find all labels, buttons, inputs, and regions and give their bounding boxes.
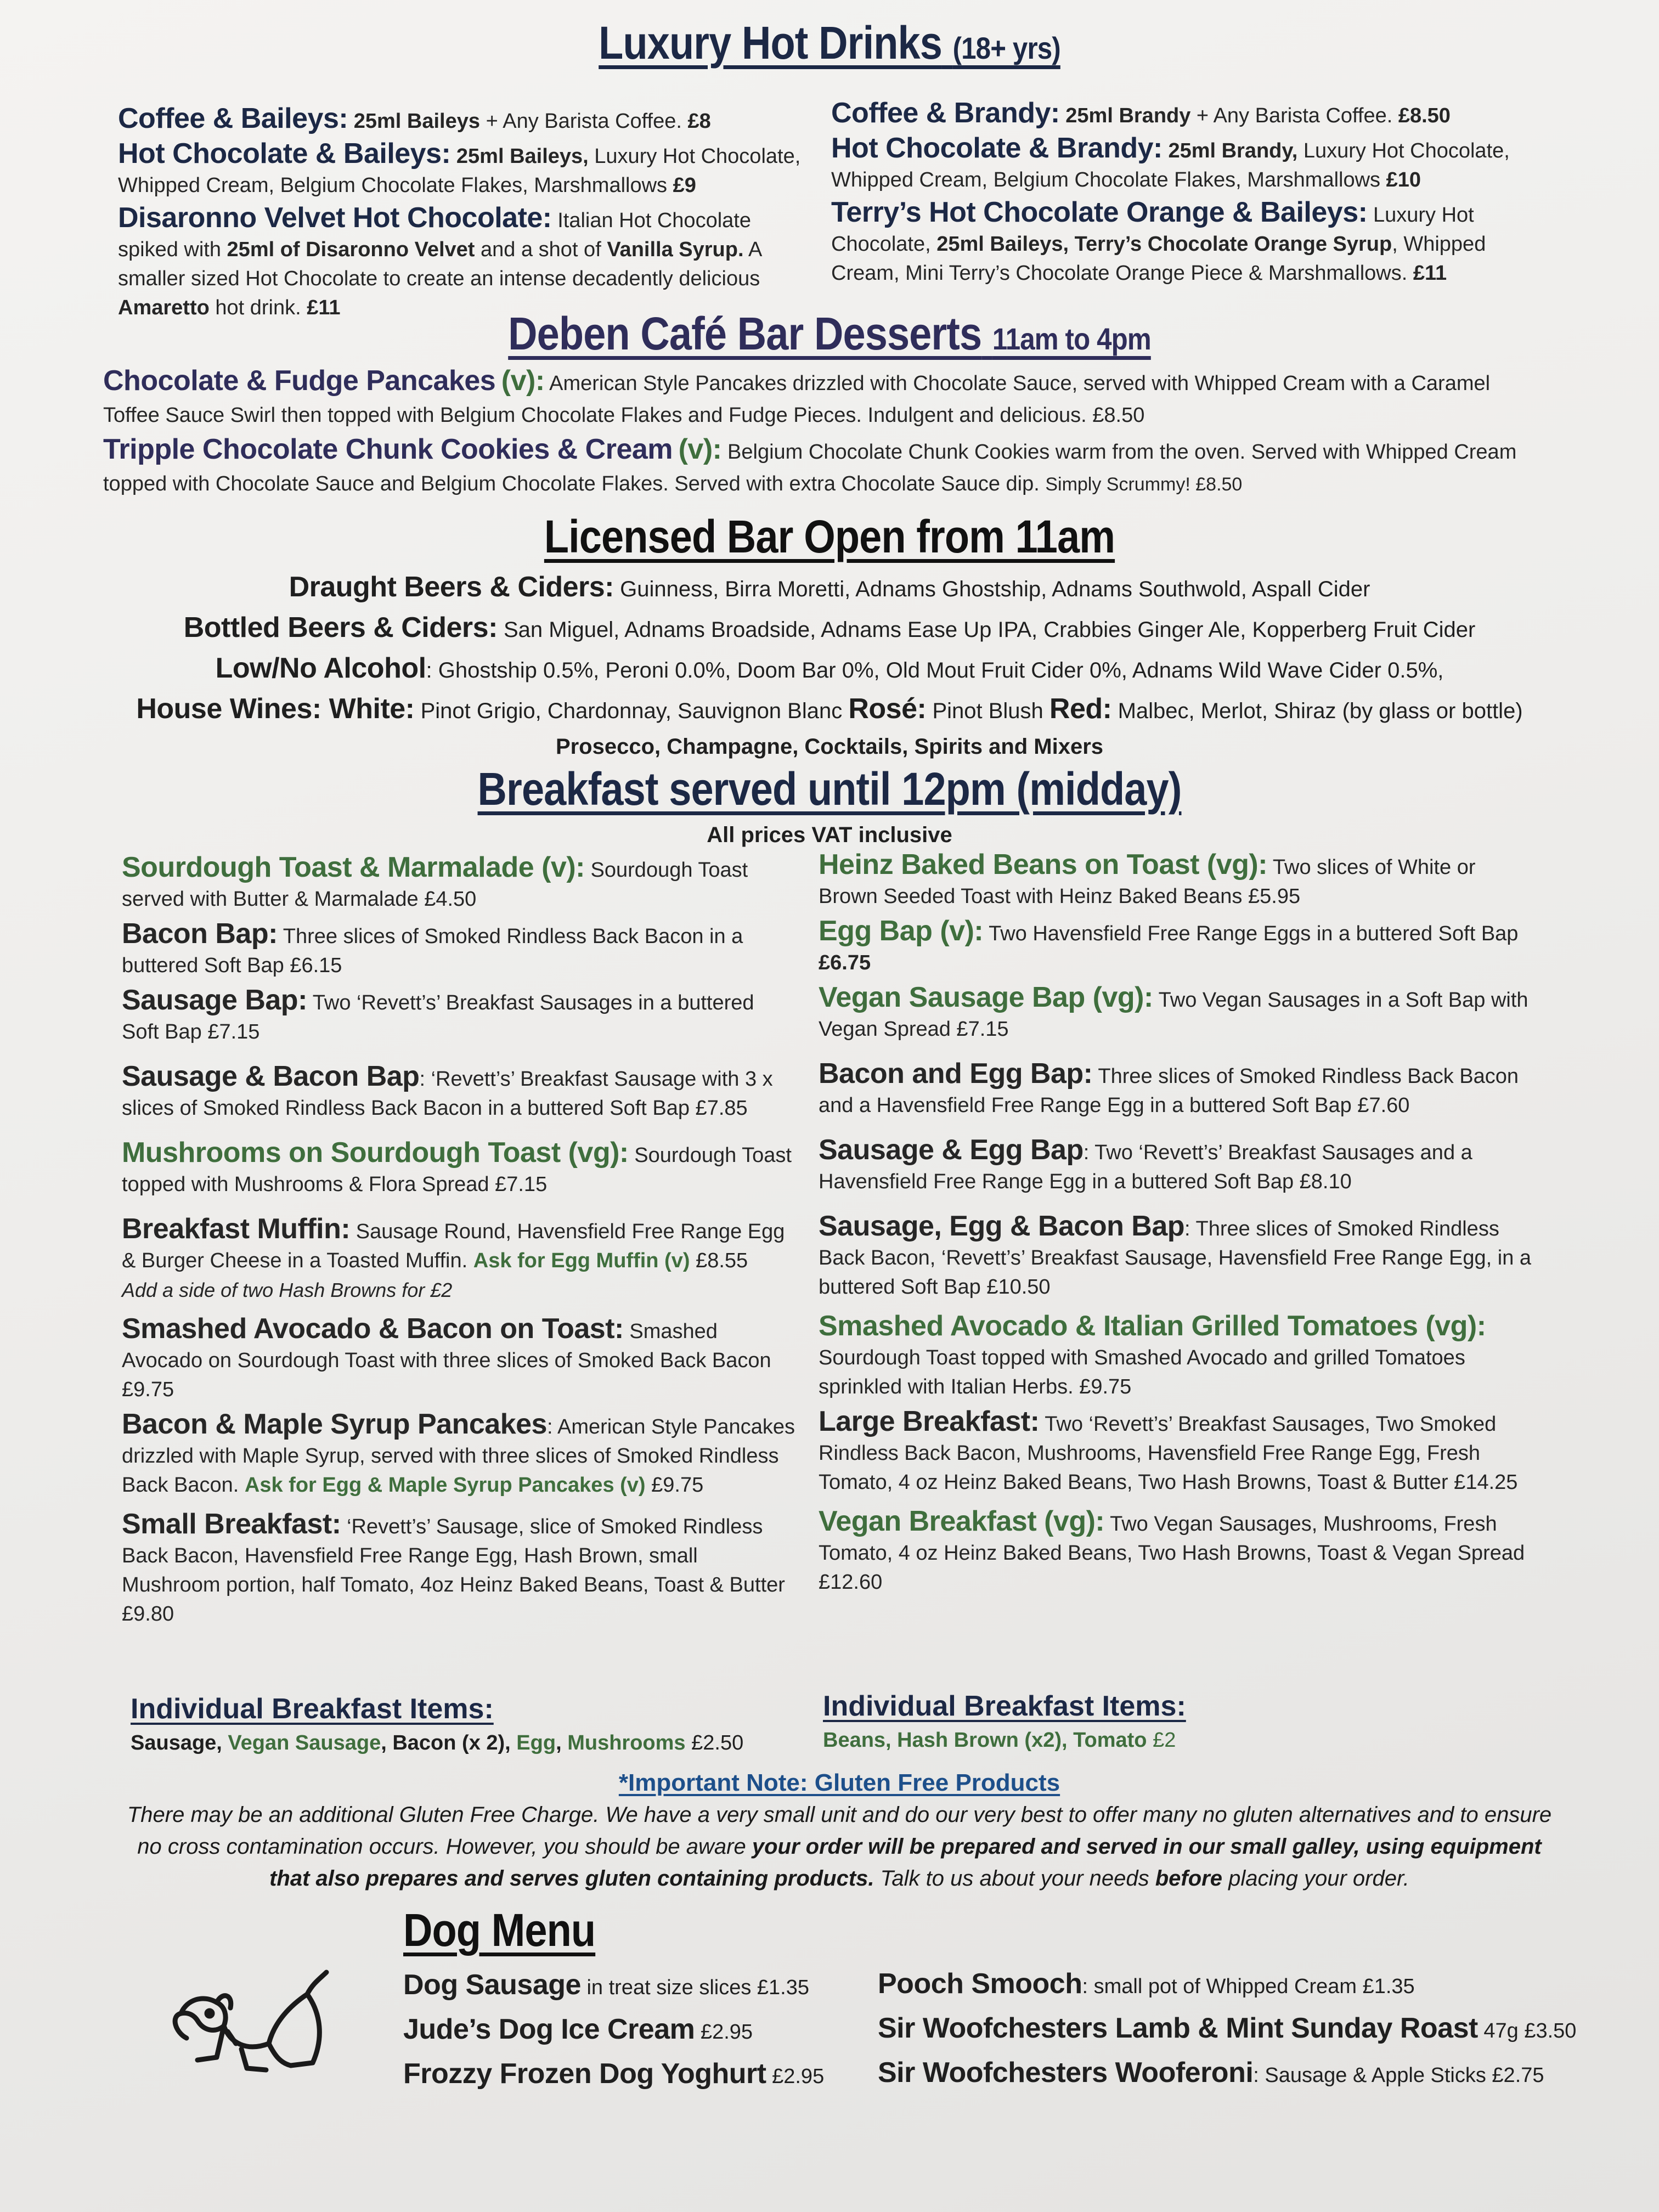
item-desc: Luxury Hot Chocolate, Whipped Cream, Belgium Chocolate Flakes, Marshmallows (118, 145, 801, 197)
item-desc: Two ‘Revett’s’ Breakfast Sausages, Two Smoked Rindless Back Bacon, Mushrooms, Havensfield Free Range Egg, Fresh Tomato, 4 oz Heinz Baked Beans, Two Hash Browns, Toast & Butter £14.25 (819, 1413, 1518, 1494)
item-option: Ask for Egg Muffin (v) (473, 1249, 690, 1272)
item-desc: Sourdough Toast topped with Smashed Avocado and grilled Tomatoes sprinkled with Italian Herbs. £9.75 (819, 1346, 1465, 1398)
bar-line-wines (0, 690, 1659, 730)
item-desc: : small pot of Whipped Cream £1.35 (1082, 1975, 1415, 1998)
desserts-heading (0, 307, 1659, 360)
bar-text: Malbec, Merlot, Shiraz (by glass or bottle) (1111, 699, 1523, 723)
hot-drinks-subtitle: (18+ yrs) (952, 31, 1060, 65)
menu-item (819, 1312, 1532, 1402)
item-name: Smashed Avocado & Bacon on Toast: (122, 1313, 624, 1345)
menu-item (819, 1212, 1532, 1302)
item-name: Sausage, Egg & Bacon Bap (819, 1210, 1185, 1242)
individual-items-right (823, 1690, 1481, 1756)
individual-item: , (556, 1731, 568, 1754)
item-name: Sausage & Bacon Bap (122, 1060, 420, 1092)
item-desc: Two ‘Revett’s’ Breakfast Sausages in a buttered Soft Bap £7.15 (122, 991, 754, 1043)
menu-item (819, 917, 1532, 978)
item-desc: Three slices of Smoked Rindless Back Bacon in a buttered Soft Bap £6.15 (122, 925, 743, 977)
bar-label: Low/No Alcohol (215, 652, 426, 684)
menu-item (118, 104, 815, 136)
breakfast-right-column (819, 850, 1532, 1609)
item-name: Breakfast Muffin: (122, 1213, 351, 1245)
menu-item (819, 850, 1532, 911)
item-tag: (v): (678, 433, 722, 465)
desserts-list (103, 365, 1541, 512)
menu-item (819, 1407, 1532, 1497)
menu-item (831, 99, 1555, 131)
bar-text: : Ghostship 0.5%, Peroni 0.0%, Doom Bar 0%, Old Mout Fruit Cider 0%, Adnams Wild Wave Cider 0.5%, (426, 658, 1444, 682)
menu-item (122, 853, 797, 914)
menu-item (122, 1510, 797, 1629)
menu-item (122, 919, 797, 980)
individual-items-list (131, 1728, 805, 1758)
item-desc-bold: 25ml Baileys (353, 110, 481, 133)
item-name: Large Breakfast: (819, 1406, 1040, 1437)
item-desc: Two Vegan Sausages in a Soft Bap with Vegan Spread £7.15 (819, 989, 1528, 1041)
menu-item (103, 365, 1541, 431)
item-desc-bold: 25ml Baileys, (456, 145, 589, 168)
menu-item (122, 1314, 797, 1404)
item-name: Tripple Chocolate Chunk Cookies & Cream (103, 433, 673, 465)
item-desc: : American Style Pancakes drizzled with Maple Syrup, served with three slices of Smoked Rindless Back Bacon. (122, 1415, 795, 1497)
menu-item (122, 1138, 797, 1199)
bar-label: Bottled Beers & Ciders: (183, 612, 498, 644)
dog-menu-heading (403, 1904, 622, 1957)
menu-item (819, 1507, 1532, 1597)
individual-items-title: Individual Breakfast Items: (823, 1690, 1186, 1722)
vat-note: All prices VAT inclusive (707, 823, 952, 847)
item-desc: A smaller sized Hot Chocolate to create an intense decadently delicious (118, 238, 761, 290)
item-price: £11 (1413, 262, 1447, 285)
item-note: Add a side of two Hash Browns for £2 (122, 1279, 453, 1301)
item-name: Dog Sausage (403, 1969, 581, 2001)
menu-item (122, 1062, 797, 1123)
bar-line-low (0, 649, 1659, 690)
dog-menu-left (403, 1964, 870, 2097)
bar-label: Red: (1049, 693, 1112, 725)
item-name: Disaronno Velvet Hot Chocolate: (118, 202, 552, 234)
item-desc-bold: 25ml Brandy (1065, 104, 1191, 127)
bar-title: Licensed Bar Open from 11am (544, 511, 1115, 562)
menu-item (122, 1215, 797, 1305)
item-desc: American Style Pancakes drizzled with Chocolate Sauce, served with Whipped Cream with a Caramel Toffee Sauce Swirl then topped with Belgium Chocolate Flakes and Fudge Pieces. Indulgent and delicious. £8.50 (103, 372, 1491, 427)
bar-text: Guinness, Birra Moretti, Adnams Ghostship, Adnams Southwold, Aspall Cider (613, 577, 1370, 601)
breakfast-left-column (122, 853, 797, 1641)
item-desc: , Whipped Cream, Mini Terry’s Chocolate Orange Piece & Marshmallows. (831, 233, 1486, 285)
item-desc-bold: 25ml of Disaronno Velvet (227, 238, 475, 261)
menu-item (831, 198, 1555, 288)
individual-item: Mushrooms (567, 1731, 686, 1754)
item-desc: Sourdough Toast served with Butter & Marmalade £4.50 (122, 859, 748, 911)
item-desc-bold: Amaretto (118, 296, 210, 319)
item-desc-small: Simply Scrummy! £8.50 (1045, 474, 1243, 495)
bar-text: Pinot Blush (926, 699, 1049, 723)
item-desc: + Any Barista Coffee. (480, 110, 688, 133)
bar-line-bottled (0, 608, 1659, 649)
item-desc: ‘Revett’s’ Sausage, slice of Smoked Rindless Back Bacon, Havensfield Free Range Egg, Hash Brown, small Mushroom portion, half Tomato, 4oz Heinz Baked Beans, Toast & Butter £9.80 (122, 1515, 785, 1626)
menu-item (118, 204, 815, 323)
hot-drinks-heading (0, 16, 1659, 70)
menu-item (122, 986, 797, 1047)
item-desc: £2.95 (695, 2021, 753, 2044)
item-name: Sir Woofchesters Lamb & Mint Sunday Roast (878, 2012, 1478, 2044)
item-desc: + Any Barista Coffee. (1190, 104, 1398, 127)
item-name: Sir Woofchesters Wooferoni (878, 2057, 1254, 2089)
item-desc: £2.95 (766, 2065, 825, 2088)
item-name: Pooch Smooch (878, 1968, 1082, 2000)
item-name: Coffee & Brandy: (831, 97, 1060, 129)
bar-label: Rosé: (848, 693, 927, 725)
dog-icon (165, 1961, 340, 2087)
item-desc: Italian Hot Chocolate spiked with (118, 209, 751, 261)
gluten-text-bold: before (1155, 1866, 1222, 1891)
individual-items-list (823, 1725, 1481, 1756)
bar-list (0, 568, 1659, 763)
item-price: £6.75 (819, 951, 871, 974)
item-desc: : Two ‘Revett’s’ Breakfast Sausages and a Havensfield Free Range Egg in a buttered Soft Bap £8.10 (819, 1141, 1472, 1193)
gluten-text-bold: your order will be prepared and served in our small galley, using equipment that also prepares and serves gluten containing products. (269, 1835, 1542, 1891)
item-price: £10 (1386, 168, 1421, 191)
gluten-note-title: *Important Note: Gluten Free Products (618, 1769, 1060, 1796)
dog-menu-item (878, 1963, 1591, 2007)
item-name: Sausage & Egg Bap (819, 1134, 1084, 1166)
item-name: Smashed Avocado & Italian Grilled Tomatoes (vg): (819, 1310, 1486, 1342)
item-desc: Three slices of Smoked Rindless Back Bacon and a Havensfield Free Range Egg in a buttered Soft Bap £7.60 (819, 1065, 1519, 1117)
item-name: Coffee & Baileys: (118, 103, 348, 134)
item-name: Frozzy Frozen Dog Yoghurt (403, 2058, 766, 2090)
individual-item: Sausage, (131, 1731, 228, 1754)
item-name: Vegan Breakfast (vg): (819, 1505, 1105, 1537)
gluten-text: placing your order. (1222, 1866, 1409, 1891)
item-desc: Luxury Hot Chocolate, (831, 204, 1474, 256)
dog-menu-right (878, 1963, 1591, 2096)
bar-label: House Wines: White: (136, 693, 415, 725)
bar-line-extras: Prosecco, Champagne, Cocktails, Spirits and Mixers (555, 735, 1104, 759)
item-name: Bacon Bap: (122, 918, 278, 950)
item-desc: hot drink. (209, 296, 307, 319)
item-name: Jude’s Dog Ice Cream (403, 2013, 695, 2045)
gluten-text: Talk to us about your needs (874, 1866, 1155, 1891)
menu-item (103, 433, 1541, 500)
item-option: Ask for Egg & Maple Syrup Pancakes (v) (244, 1474, 646, 1497)
bar-label: Draught Beers & Ciders: (289, 571, 614, 603)
item-price: £11 (307, 296, 341, 319)
item-name: Sausage Bap: (122, 984, 307, 1016)
menu-item (819, 1059, 1532, 1120)
gluten-text: There may be an additional Gluten Free Charge. We have a very small unit and do our very best to offer many no gluten alternatives and to ensure no cross contamination occurs. However, you should be aware (127, 1803, 1552, 1859)
menu-item (819, 1136, 1532, 1197)
item-desc: in treat size slices £1.35 (580, 1976, 810, 1999)
item-desc: 47g £3.50 (1477, 2019, 1577, 2042)
item-name: Hot Chocolate & Brandy: (831, 132, 1163, 164)
gluten-note-text (126, 1799, 1553, 1894)
individual-item-price: £2.50 (685, 1731, 744, 1754)
item-desc: £9.75 (645, 1474, 704, 1497)
dog-menu-item (878, 2007, 1591, 2052)
individual-items-left (131, 1692, 805, 1758)
item-name: Terry’s Hot Chocolate Orange & Baileys: (831, 196, 1368, 228)
menu-item (122, 1410, 797, 1500)
item-name: Egg Bap (v): (819, 915, 984, 947)
hot-drinks-title: Luxury Hot Drinks (599, 17, 942, 69)
item-price: £8 (687, 110, 711, 133)
breakfast-heading (0, 763, 1659, 816)
menu-item (118, 139, 815, 200)
item-desc: Belgium Chocolate Chunk Cookies warm from the oven. Served with Whipped Cream topped with Chocolate Sauce and Belgium Chocolate Flakes. Served with extra Chocolate Sauce dip. (103, 441, 1517, 495)
item-desc-bold: 25ml Brandy, (1168, 139, 1298, 162)
hot-drinks-left-column (118, 104, 815, 335)
bar-line-draught (0, 568, 1659, 608)
item-desc: Sourdough Toast topped with Mushrooms & Flora Spread £7.15 (122, 1144, 792, 1196)
individual-item: Egg (516, 1731, 556, 1754)
item-name: Sourdough Toast & Marmalade (v): (122, 851, 585, 883)
item-desc: Luxury Hot Chocolate, Whipped Cream, Belgium Chocolate Flakes, Marshmallows (831, 139, 1510, 191)
dog-menu-title: Dog Menu (403, 1904, 596, 1956)
individual-item: Beans, Hash Brown (x2), (823, 1729, 1074, 1752)
breakfast-title: Breakfast served until 12pm (midday) (477, 763, 1182, 815)
individual-item: , Bacon (x 2), (381, 1731, 517, 1754)
item-name: Hot Chocolate & Baileys: (118, 138, 451, 170)
item-desc: : Three slices of Smoked Rindless Back Bacon, ‘Revett’s’ Breakfast Sausage, Havensfield Free Range Egg, in a buttered Soft Bap £10.50 (819, 1217, 1532, 1299)
dog-menu-item (878, 2052, 1591, 2096)
item-desc-bold: Vanilla Syrup. (607, 238, 744, 261)
desserts-title: Deben Café Bar Desserts (508, 308, 982, 359)
individual-item: Tomato (1073, 1729, 1147, 1752)
individual-item-price: £2 (1147, 1729, 1176, 1752)
menu-item (819, 983, 1532, 1044)
bar-text: Pinot Grigio, Chardonnay, Sauvignon Blanc (414, 699, 849, 723)
item-name: Bacon & Maple Syrup Pancakes (122, 1408, 547, 1440)
individual-items-title: Individual Breakfast Items: (131, 1693, 494, 1725)
item-desc: Two Havensfield Free Range Eggs in a buttered Soft Bap (983, 922, 1519, 945)
item-desc: Two slices of White or Brown Seeded Toast with Heinz Baked Beans £5.95 (819, 856, 1476, 908)
dog-menu-item (403, 1964, 870, 2008)
item-desc: and a shot of (475, 238, 607, 261)
hot-drinks-right-column (831, 99, 1555, 300)
item-desc: Smashed Avocado on Sourdough Toast with three slices of Smoked Back Bacon £9.75 (122, 1320, 771, 1401)
item-name: Mushrooms on Sourdough Toast (vg): (122, 1137, 629, 1169)
item-price: £9 (673, 174, 696, 197)
item-desc: Two Vegan Sausages, Mushrooms, Fresh Tomato, 4 oz Heinz Baked Beans, Two Hash Browns, Toast & Vegan Spread £12.60 (819, 1513, 1525, 1594)
bar-text: San Miguel, Adnams Broadside, Adnams Ease Up IPA, Crabbies Ginger Ale, Kopperberg Fruit Cider (497, 618, 1476, 642)
menu-item (831, 134, 1555, 195)
dog-menu-item (403, 2053, 870, 2097)
item-name: Chocolate & Fudge Pancakes (103, 365, 496, 397)
gluten-note (126, 1769, 1553, 1894)
desserts-subtitle: 11am to 4pm (992, 321, 1151, 356)
item-name: Vegan Sausage Bap (vg): (819, 981, 1153, 1013)
item-name: Small Breakfast: (122, 1508, 341, 1540)
bar-heading (0, 510, 1659, 563)
item-price: £8.50 (1398, 104, 1451, 127)
item-name: Heinz Baked Beans on Toast (vg): (819, 849, 1268, 881)
individual-item: Vegan Sausage (228, 1731, 381, 1754)
item-desc: : Sausage & Apple Sticks £2.75 (1253, 2064, 1544, 2087)
item-desc-bold: 25ml Baileys, Terry’s Chocolate Orange Syrup (936, 233, 1392, 256)
item-desc: £8.55 (690, 1249, 748, 1272)
item-tag: (v): (501, 365, 545, 397)
item-name: Bacon and Egg Bap: (819, 1058, 1093, 1090)
item-desc: : ‘Revett’s’ Breakfast Sausage with 3 x slices of Smoked Rindless Back Bacon in a buttered Soft Bap £7.85 (122, 1068, 773, 1120)
dog-menu-item (403, 2008, 870, 2053)
item-desc: Sausage Round, Havensfield Free Range Egg & Burger Cheese in a Toasted Muffin. (122, 1220, 785, 1272)
